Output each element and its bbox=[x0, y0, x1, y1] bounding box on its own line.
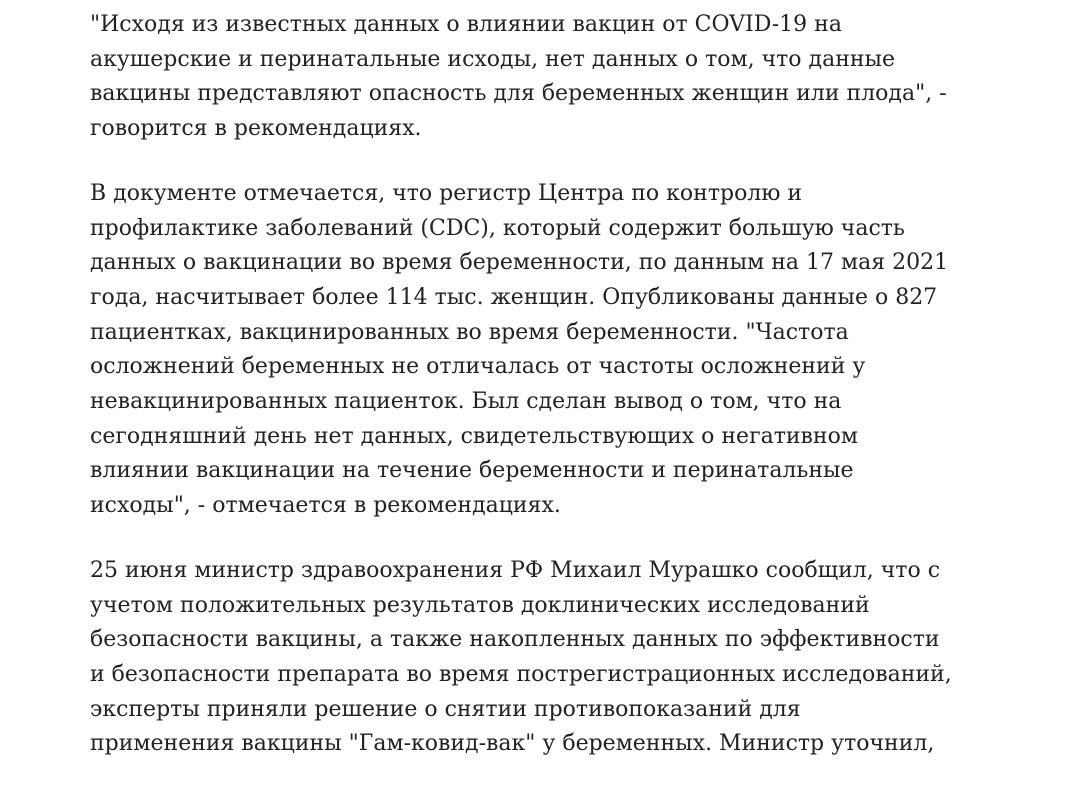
text-line: влиянии вакцинации на течение беременности и перинатальные bbox=[90, 458, 854, 484]
paragraph bbox=[90, 554, 990, 762]
paragraph bbox=[90, 177, 990, 524]
text-line: осложнений беременных не отличалась от частоты осложнений у bbox=[90, 354, 866, 380]
text-line: данных о вакцинации во время беременности, по данным на 17 мая 2021 bbox=[90, 250, 949, 276]
text-line: вакцины представляют опасность для беременных женщин или плода", - bbox=[90, 81, 947, 107]
text-line: акушерские и перинатальные исходы, нет данных о том, что данные bbox=[90, 46, 896, 72]
text-line: 25 июня министр здравоохранения РФ Михаил Мурашко сообщил, что с bbox=[90, 557, 941, 583]
text-line: В документе отмечается, что регистр Центра по контролю и bbox=[90, 180, 803, 206]
text-line: невакцинированных пациенток. Был сделан вывод о том, что на bbox=[90, 389, 842, 415]
text-line: и безопасности препарата во время пострегистрационных исследований, bbox=[90, 661, 952, 687]
text-line: года, насчитывает более 114 тыс. женщин. Опубликованы данные о 827 bbox=[90, 284, 938, 310]
text-line: сегодняшний день нет данных, свидетельствующих о негативном bbox=[90, 423, 858, 449]
text-line: говорится в рекомендациях. bbox=[90, 116, 422, 142]
text-line: профилактике заболеваний (CDC), который содержит большую часть bbox=[90, 215, 905, 241]
text-line: пациентках, вакцинированных во время беременности. "Частота bbox=[90, 319, 849, 345]
scrollbar[interactable] bbox=[1080, 0, 1088, 766]
text-line: применения вакцины "Гам-ковид-вак" у беременных. Министр уточнил, bbox=[90, 731, 935, 757]
text-line: безопасности вакцины, а также накопленных данных по эффективности bbox=[90, 627, 940, 653]
text-line: учетом положительных результатов доклинических исследований bbox=[90, 592, 870, 618]
article-body bbox=[90, 8, 990, 792]
text-line: эксперты приняли решение о снятии противопоказаний для bbox=[90, 696, 801, 722]
paragraph bbox=[90, 8, 990, 147]
text-line: исходы", - отмечается в рекомендациях. bbox=[90, 493, 561, 519]
text-line: "Исходя из известных данных о влиянии вакцин от COVID-19 на bbox=[90, 12, 842, 37]
